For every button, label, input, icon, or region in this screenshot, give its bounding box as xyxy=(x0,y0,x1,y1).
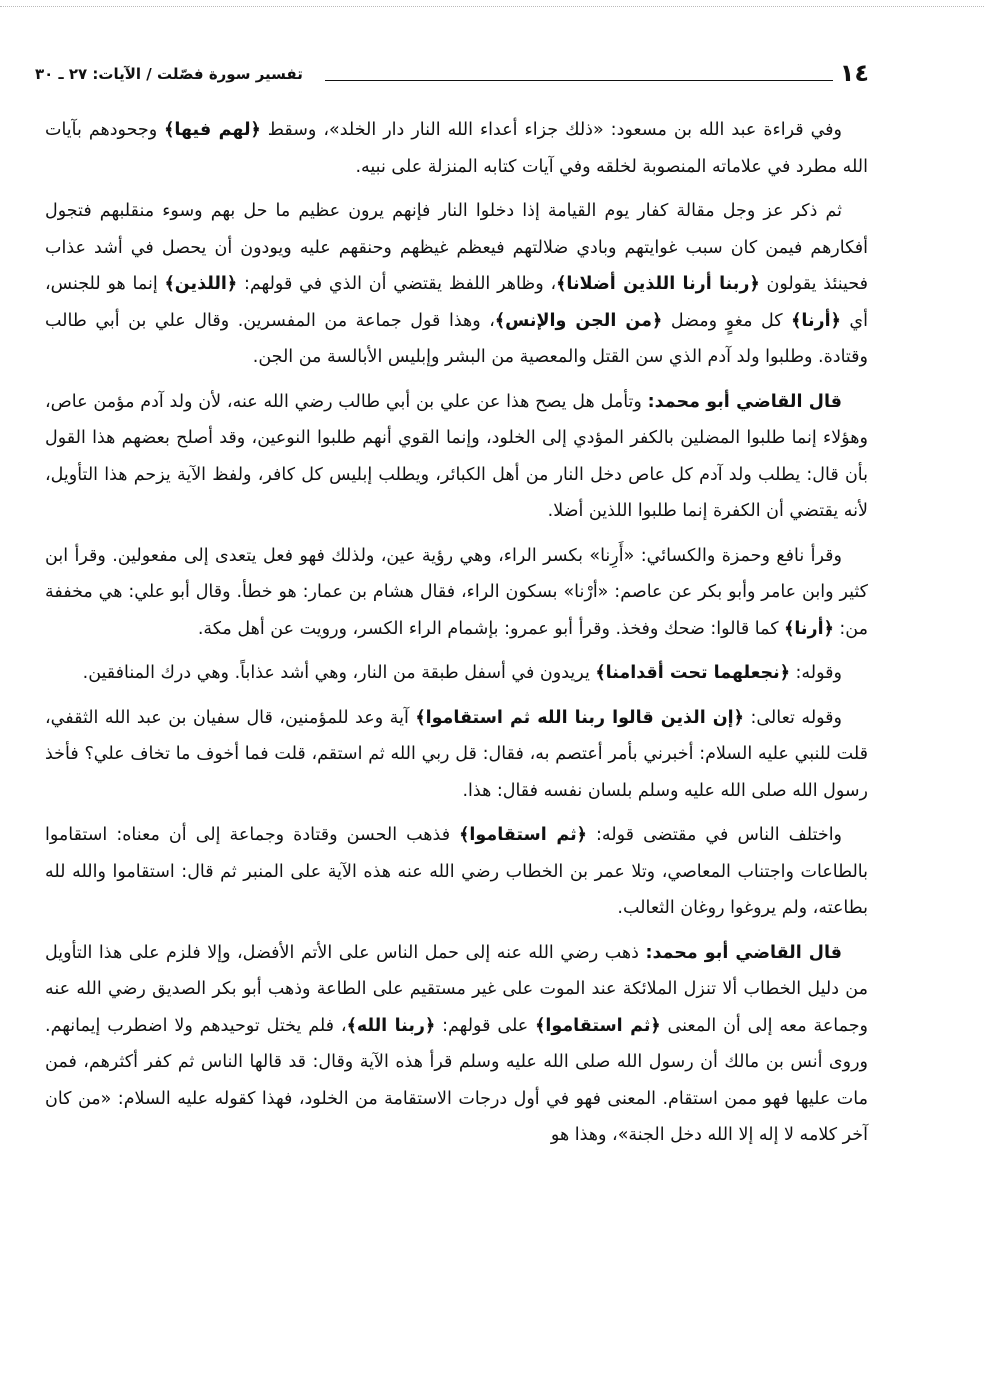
text-run: وقوله: xyxy=(789,663,842,683)
text-run: كل مغوٍ ومضل xyxy=(662,310,792,331)
bold-phrase: ﴿اللذين﴾ xyxy=(164,274,238,294)
bold-phrase: ﴿أرنا﴾ xyxy=(784,618,834,639)
body-text xyxy=(45,112,868,1162)
text-run: يريدون في أسفل طبقة من النار، وهي أشد عذاباً. وهي درك المنافقين. xyxy=(82,663,596,683)
text-run: وقوله تعالى: xyxy=(743,707,843,728)
page-number: ١٤ xyxy=(839,59,869,87)
text-run: فذهب الحسن وقتادة وجماعة إلى أن معناه: استقاموا بالطاعات واجتناب المعاصي، وتلا عمر بن الخطاب رضي الله عنه هذه الآية على المنبر ثم قال: استقاموا والله لله بطاعته، ولم يروغوا روغان الثعالب. xyxy=(45,825,868,918)
text-run: وقرأ نافع وحمزة والكسائي: «أَرِنا» بكسر الراء، وهي رؤية عين، ولذلك فهو فعل يتعدى إلى مفعولين. وقرأ ابن كثير وابن عامر وأبو بكر عن عاصم: «أرْنا» بسكون الراء، فقال هشام بن عمار: هو خطأ. وقال أبو علي: هي مخففة من: xyxy=(45,545,868,639)
paragraph xyxy=(45,935,868,1154)
text-run: ذهب رضي الله عنه إلى حمل الناس على الأتم الأفضل، وإلا فلزم على هذا التأويل من دليل الخطاب ألا تنزل الملائكة عند الموت على غير مستقيم على الطاعة وذهب أبو بكر الصديق رضي الله عنه وجماعة معه إلى أن المعنى xyxy=(45,942,869,1036)
text-run: وفي قراءة عبد الله بن مسعود: «ذلك جزاء أعداء الله النار دار الخلد»، وسقط xyxy=(260,120,842,140)
paragraph xyxy=(45,538,868,648)
bold-phrase: ﴿ربنا أرنا اللذين أضلانا﴾ xyxy=(556,274,760,294)
bold-phrase: قال القاضي أبو محمد: xyxy=(647,391,843,412)
text-run: ثم ذكر عز وجل مقالة كفار يوم القيامة إذا دخلوا النار فإنهم يرون عظيم ما حل بهم وسوء منقلبهم فتجول أفكارهم فيمن كان سبب غوايتهم وبادي ضلالتهم فيعظم غيظهم وحنقهم عليه ويودون أن يحصل في أشد عذاب فحينئذ يقولون xyxy=(45,201,868,294)
bold-phrase: ﴿ربنا الله﴾ xyxy=(346,1015,436,1036)
paragraph xyxy=(45,193,868,376)
text-run: آية وعد للمؤمنين، قال سفيان بن عبد الله الثقفي، قلت للنبي عليه السلام: أخبرني بأمر أعتصم به، فقال: قل ربي الله ثم استقم، قلت فما أخوف ما تخاف علي؟ فأخذ رسول الله صلى الله عليه وسلم بلسان نفسه فقال: هذا. xyxy=(45,707,868,801)
paragraph xyxy=(45,112,868,185)
bold-phrase: ﴿لهم فيها﴾ xyxy=(164,120,261,140)
text-run: إنما هو للجنس، أي xyxy=(45,274,868,331)
bold-phrase: ﴿نجعلهما تحت أقدامنا﴾ xyxy=(595,663,790,683)
bold-phrase: ﴿أرنا﴾ xyxy=(791,310,841,331)
text-run: ، وظاهر اللفظ يقتضي أن الذي في قولهم: xyxy=(237,274,557,294)
running-title: تفسير سورة فصّلت / الآيات: ٢٧ ـ ٣٠ xyxy=(35,65,303,83)
bold-phrase: قال القاضي أبو محمد: xyxy=(645,942,843,963)
bold-phrase: ﴿ثم استقاموا﴾ xyxy=(459,825,587,845)
bold-phrase: ﴿ثم استقاموا﴾ xyxy=(535,1015,661,1036)
paragraph xyxy=(45,700,868,810)
bold-phrase: ﴿إن الذين قالوا ربنا الله ثم استقاموا﴾ xyxy=(415,707,744,728)
scan-edge-line xyxy=(0,6,984,7)
paragraph xyxy=(45,384,868,530)
bold-phrase: ﴿من الجن والإنس﴾ xyxy=(494,310,663,331)
header-rule xyxy=(325,80,833,81)
text-run: على قولهم: xyxy=(435,1015,536,1036)
paragraph xyxy=(45,655,868,692)
text-run: ، وهذا قول جماعة من المفسرين. وقال علي بن أبي طالب وقتادة. وطلبوا ولد آدم الذي سن القتل والمعصية من البشر وإبليس الأبالسة من الجن. xyxy=(45,310,868,367)
text-run: واختلف الناس في مقتضى قوله: xyxy=(586,825,843,845)
text-run: ، فلم يختل توحيدهم ولا اضطرب إيمانهم. وروى أنس بن مالك أن رسول الله صلى الله عليه وسلم قرأ هذه الآية وقال: قد قالها الناس ثم كفر أكثرهم، فمن مات عليها فهو ممن استقام. المعنى فهو في أول درجات الاستقامة من الخلود، فهذا كقوله عليه السلام: «من كان آخر كلامه لا إله إلا الله دخل الجنة»، وهذا هو xyxy=(45,1015,868,1145)
paragraph xyxy=(45,817,868,927)
text-run: وتأمل هل يصح هذا عن علي بن أبي طالب رضي الله عنه، لأن ولد آدم مؤمن عاص، وهؤلاء إنما طلبوا المضلين بالكفر المؤدي إلى الخلود، وإنما القوي أنهم طلبوا النوعين، وقد أصلح بعضهم هذا القول بأن قال: يطلب ولد آدم كل عاص دخل النار من أهل الكبائر، ويطلب إبليس كل كافر، ولفظ الآية يزحم هذا التأويل، لأنه يقتضي أن الكفرة إنما طلبوا اللذين أضلا. xyxy=(45,391,868,521)
text-run: كما قالوا: ضحك وفخذ. وقرأ أبو عمرو: بإشمام الراء الكسر، ورويت عن أهل مكة. xyxy=(197,618,785,639)
running-header xyxy=(35,58,869,92)
text-run: وجحودهم بآيات الله مطرد في علاماته المنصوبة لخلقه وفي آيات كتابه المنزلة على نبيه. xyxy=(45,120,868,177)
